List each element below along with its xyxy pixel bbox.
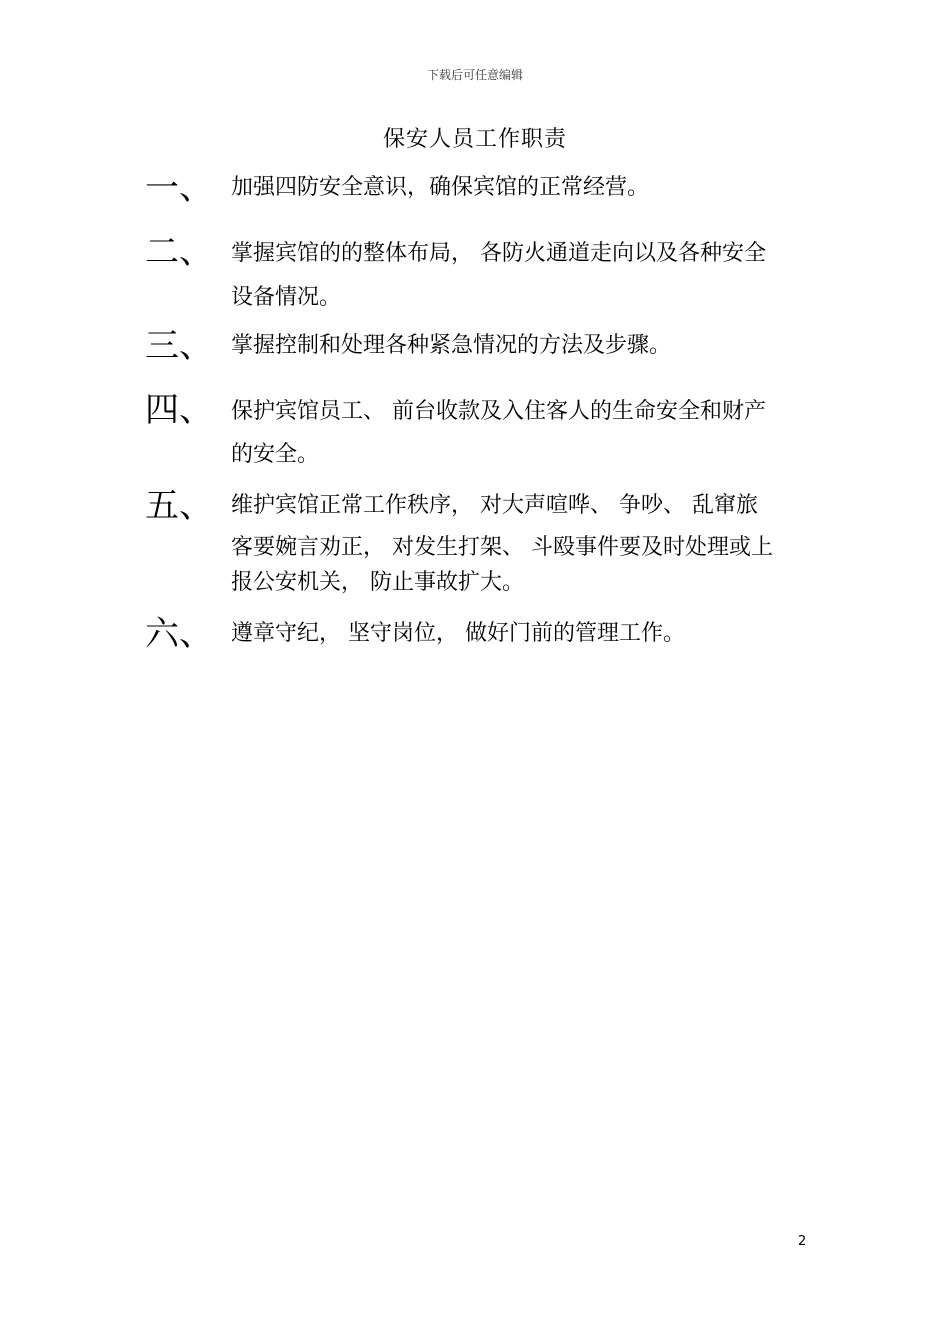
duty-text (231, 326, 809, 366)
duty-numeral: 五、 (145, 486, 213, 526)
duty-text-line: 维护宾馆正常工作秩序， 对大声喧哗、 争吵、 乱窜旅 (231, 493, 758, 518)
duty-numeral: 二、 (145, 232, 213, 272)
header-note: 下载后可任意编辑 (426, 68, 523, 82)
duty-text-line: 客要婉言劝正， 对发生打架、 斗殴事件要及时处理或上 (231, 535, 773, 560)
duty-text-line: 报公安机关， 防止事故扩大。 (231, 570, 524, 595)
duty-text-line: 掌握宾馆的的整体布局， 各防火通道走向以及各种安全 (231, 241, 766, 266)
duty-text (231, 232, 809, 320)
duty-numeral: 三、 (145, 326, 213, 366)
duty-text-line: 设备情况。 (231, 285, 342, 310)
duty-text-line: 的安全。 (231, 442, 320, 467)
duty-text (231, 168, 809, 208)
duty-text (231, 390, 809, 476)
duty-numeral: 四、 (145, 390, 213, 430)
duty-text-line: 遵章守纪， 坚守岗位， 做好门前的管理工作。 (231, 621, 685, 646)
duty-numeral: 六、 (145, 614, 213, 654)
duty-numeral: 一、 (145, 168, 213, 208)
document-title: 保安人员工作职责 (382, 127, 567, 152)
duty-text (231, 614, 809, 654)
duty-text-line: 加强四防安全意识，确保宾馆的正常经营。 (231, 175, 650, 200)
duty-text (231, 486, 809, 602)
page-number: 2 (798, 1234, 807, 1249)
duty-text-line: 保护宾馆员工、 前台收款及入住客人的生命安全和财产 (231, 399, 766, 424)
duty-text-line: 掌握控制和处理各种紧急情况的方法及步骤。 (231, 333, 672, 358)
